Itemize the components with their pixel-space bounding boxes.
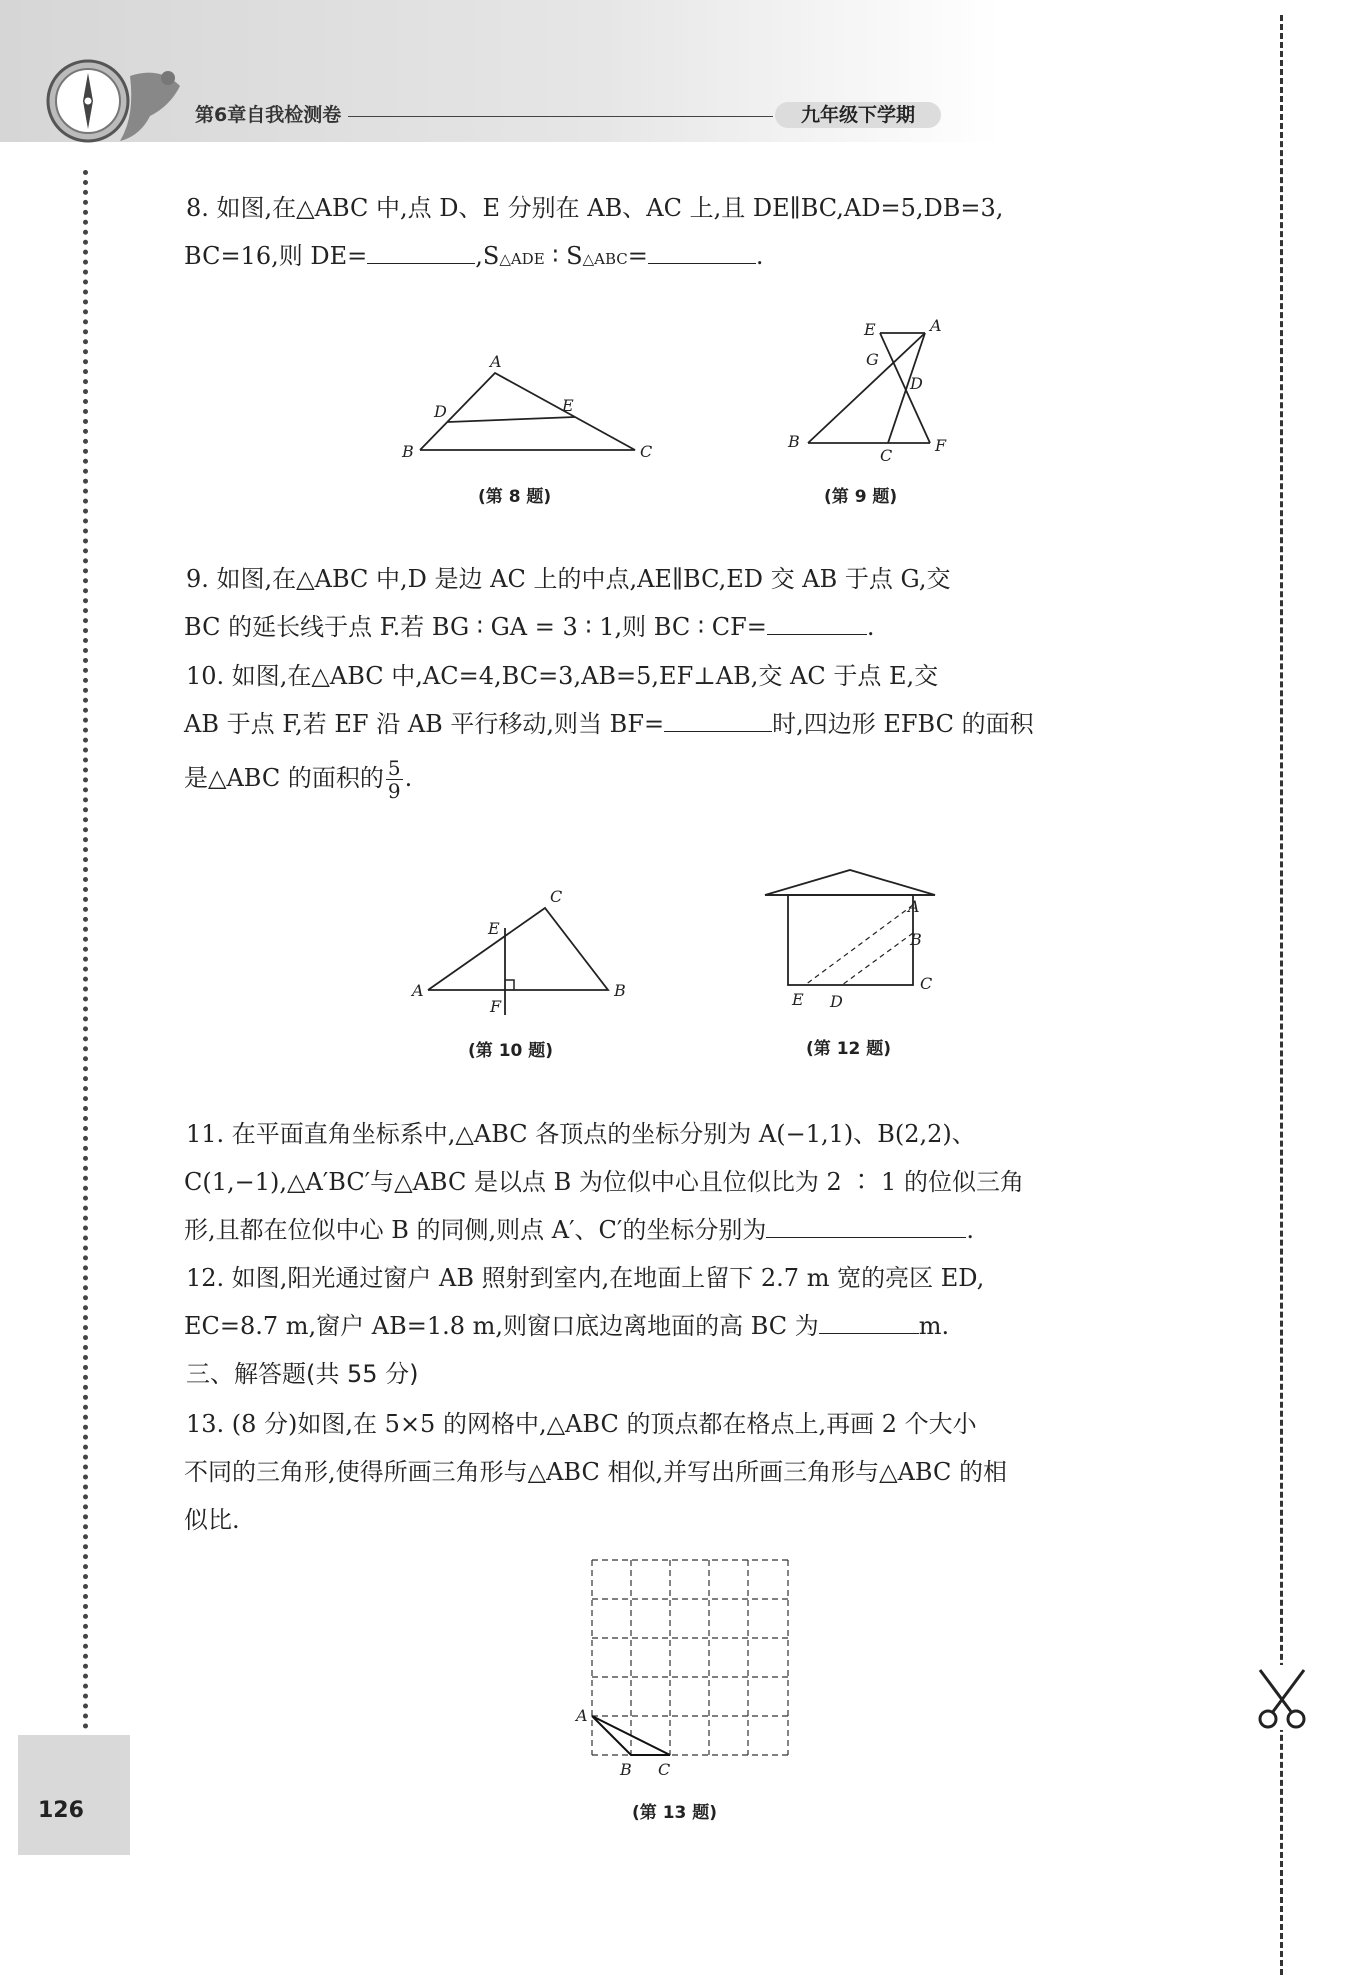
q8-subscript: △ABC <box>582 250 628 268</box>
q8-text: . <box>755 242 764 270</box>
q13-line3: 似比. <box>184 1506 240 1534</box>
q8-text: ,S <box>475 242 500 270</box>
figure-13-caption: (第 13 题) <box>632 1803 718 1823</box>
fig8-label-a: A <box>490 352 502 371</box>
q10-text: . <box>404 764 413 792</box>
fig10-label-b: B <box>614 981 626 1000</box>
fig12-label-c: C <box>920 974 933 993</box>
fig9-label-e: E <box>864 320 876 339</box>
q10-fraction <box>386 757 403 802</box>
scissors-icon <box>1252 1665 1312 1730</box>
figure-8 <box>390 345 670 465</box>
grade-badge: 九年级下学期 <box>775 102 941 128</box>
fig9-label-b: B <box>788 432 800 451</box>
fig10-label-f: F <box>490 997 502 1016</box>
fig10-label-a: A <box>412 981 424 1000</box>
q10-answer-blank[interactable] <box>664 709 772 732</box>
q10-text: 是△ABC 的面积的 <box>184 764 384 792</box>
q9-answer-blank[interactable] <box>767 612 867 635</box>
figure-13 <box>570 1555 800 1790</box>
fig12-label-e: E <box>792 990 804 1009</box>
fig10-label-c: C <box>550 887 563 906</box>
q10-line3 <box>184 754 1176 802</box>
q10-fraction-numerator: 5 <box>387 756 401 780</box>
q8-text: = <box>627 242 648 270</box>
fig12-label-a: A <box>908 897 920 916</box>
q8-answer-blank-1[interactable] <box>367 241 475 264</box>
figure-9-caption: (第 9 题) <box>824 487 898 507</box>
figure-9 <box>780 315 960 465</box>
q13-line1: 13. (8 分)如图,在 5×5 的网格中,△ABC 的顶点都在格点上,再画 2 个大小 <box>186 1410 977 1438</box>
fig8-label-e: E <box>562 396 574 415</box>
section-3-heading: 三、解答题(共 55 分) <box>186 1360 419 1388</box>
q11-line2: C(1,−1),△A′BC′与△ABC 是以点 B 为位似中心且位似比为 2 ∶ 1 的位似三角 <box>184 1168 1024 1196</box>
q11-text: . <box>966 1216 975 1244</box>
q9-line2 <box>184 603 1176 651</box>
fig9-label-f: F <box>935 436 947 455</box>
q12-line1: 12. 如图,阳光通过窗户 AB 照射到室内,在地面上留下 2.7 m 宽的亮区 ED, <box>186 1264 985 1292</box>
question-11 <box>186 1110 1176 1254</box>
fig13-label-b: B <box>620 1760 632 1779</box>
q9-text: BC 的延长线于点 F.若 BG ∶ GA = 3 ∶ 1,则 BC ∶ CF= <box>184 613 767 641</box>
q8-text: BC=16,则 DE= <box>184 242 368 270</box>
fig8-label-d: D <box>434 402 447 421</box>
fig13-grid <box>592 1560 788 1755</box>
compass-logo-icon <box>40 56 190 146</box>
q13-line2: 不同的三角形,使得所画三角形与△ABC 相似,并写出所画三角形与△ABC 的相 <box>184 1458 1007 1486</box>
question-12 <box>186 1254 1176 1350</box>
fig8-label-c: C <box>640 442 653 461</box>
figure-10-caption: (第 10 题) <box>468 1041 554 1061</box>
fig12-ray-2 <box>842 933 913 985</box>
q11-line1: 11. 在平面直角坐标系中,△ABC 各顶点的坐标分别为 A(−1,1)、B(2,2)、 <box>186 1120 976 1148</box>
fig12-roof <box>765 870 935 895</box>
q12-answer-blank[interactable] <box>819 1311 919 1334</box>
question-13 <box>186 1400 1176 1544</box>
q10-text: AB 于点 F,若 EF 沿 AB 平行移动,则当 BF= <box>184 710 665 738</box>
q9-line1: 9. 如图,在△ABC 中,D 是边 AC 上的中点,AE∥BC,ED 交 AB 于点 G,交 <box>186 565 951 593</box>
q10-fraction-denominator: 9 <box>387 779 401 803</box>
figure-10 <box>410 887 630 1020</box>
chapter-title: 第6章自我检测卷 <box>195 104 342 126</box>
page-number-box <box>18 1735 130 1855</box>
fig12-label-b: B <box>910 930 922 949</box>
fig13-label-c: C <box>658 1760 671 1779</box>
fig8-label-b: B <box>402 442 414 461</box>
binding-dotted-line <box>83 170 88 1730</box>
fig13-label-a: A <box>576 1706 588 1725</box>
question-8 <box>186 184 1176 283</box>
q11-text: 形,且都在位似中心 B 的同侧,则点 A′、C′的坐标分别为 <box>184 1216 767 1244</box>
q10-text: 时,四边形 EFBC 的面积 <box>772 710 1034 738</box>
figure-12-caption: (第 12 题) <box>806 1039 892 1059</box>
figure-12 <box>760 865 960 1015</box>
q11-answer-blank[interactable] <box>766 1215 966 1238</box>
fig9-label-c: C <box>880 446 893 465</box>
figure-8-caption: (第 8 题) <box>478 487 552 507</box>
q8-line2 <box>184 232 1176 283</box>
q12-text: EC=8.7 m,窗户 AB=1.8 m,则窗口底边离地面的高 BC 为 <box>184 1312 819 1340</box>
fig8-triangle <box>420 373 635 450</box>
q8-answer-blank-2[interactable] <box>648 241 756 264</box>
question-10 <box>186 652 1176 802</box>
q8-text: ∶ S <box>544 242 583 270</box>
page-number: 126 <box>38 1798 84 1823</box>
question-9 <box>186 555 1176 651</box>
fig8-segment-de <box>448 417 575 422</box>
fig10-triangle <box>428 908 608 990</box>
fig12-label-d: D <box>830 992 843 1011</box>
q11-line3 <box>184 1206 1176 1254</box>
fig10-right-angle-mark <box>505 980 514 990</box>
fig12-room <box>788 895 913 985</box>
q12-text: m. <box>918 1312 950 1340</box>
q10-line2 <box>184 700 1176 748</box>
fig10-label-e: E <box>488 919 500 938</box>
q8-subscript: △ADE <box>499 250 545 268</box>
q9-text: . <box>866 613 875 641</box>
q12-line2 <box>184 1302 1176 1350</box>
q8-line1: 8. 如图,在△ABC 中,点 D、E 分别在 AB、AC 上,且 DE∥BC,AD=5,DB=3, <box>186 194 1004 222</box>
fig9-label-g: G <box>866 350 879 369</box>
header-rule <box>348 116 773 117</box>
fig9-label-a: A <box>930 316 942 335</box>
fig9-label-d: D <box>910 374 923 393</box>
q10-line1: 10. 如图,在△ABC 中,AC=4,BC=3,AB=5,EF⊥AB,交 AC 于点 E,交 <box>186 662 939 690</box>
